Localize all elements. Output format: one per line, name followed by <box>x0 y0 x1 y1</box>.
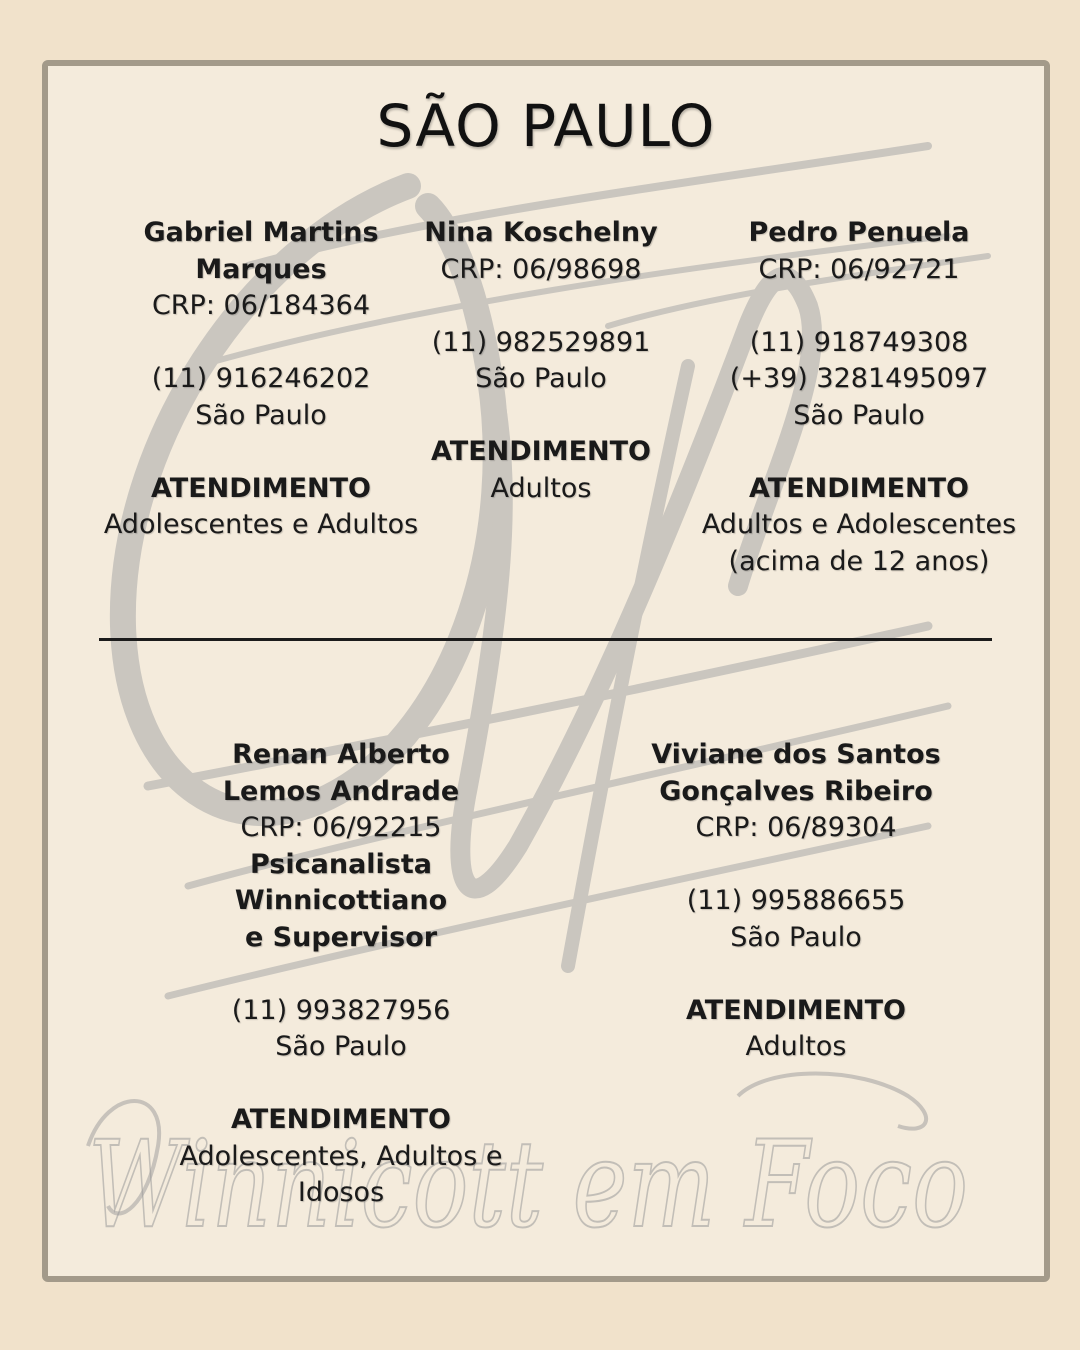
crp-number: CRP: 06/89304 <box>695 812 897 843</box>
psychologist-name: Gabriel Martins <box>143 217 379 248</box>
psychologist-name: Lemos Andrade <box>222 775 460 807</box>
psychologist-card <box>689 215 1029 580</box>
crp-number: CRP: 06/92721 <box>758 253 960 285</box>
content-panel <box>42 60 1050 1282</box>
professional-role: Psicanalista <box>249 848 432 880</box>
crp-number: CRP: 06/184364 <box>151 290 371 321</box>
psychologist-card <box>411 215 671 507</box>
psychologist-name: Gonçalves Ribeiro <box>659 775 933 807</box>
atendimento-heading: ATENDIMENTO <box>749 472 969 504</box>
city: São Paulo <box>275 1031 407 1062</box>
phone-number: (11) 995886655 <box>686 885 906 916</box>
atendimento-heading: ATENDIMENTO <box>231 1104 451 1135</box>
city: São Paulo <box>730 921 862 953</box>
psychologist-name: Renan Alberto <box>232 739 450 770</box>
phone-number: (+39) 3281495097 <box>729 363 989 394</box>
section-divider <box>99 638 992 641</box>
psychologist-name: Viviane dos Santos <box>651 739 941 770</box>
psychologist-card <box>616 737 976 1066</box>
psychologist-name: Marques <box>195 253 327 285</box>
phone-number: (11) 918749308 <box>749 326 969 358</box>
crp-number: CRP: 06/92215 <box>240 812 442 843</box>
atendimento-audience: Adolescentes e Adultos <box>103 509 419 540</box>
atendimento-audience: Adultos <box>490 472 592 504</box>
watermark-text: Winnicott em Foco <box>88 1116 969 1255</box>
atendimento-heading: ATENDIMENTO <box>151 472 371 504</box>
professional-role: e Supervisor <box>244 921 438 953</box>
atendimento-audience: Idosos <box>297 1177 385 1208</box>
psychologist-card <box>171 737 511 1212</box>
psychologist-card <box>91 215 431 544</box>
atendimento-heading: ATENDIMENTO <box>431 436 651 467</box>
psychologist-name: Nina Koschelny <box>424 217 658 248</box>
professional-role: Winnicottiano <box>234 885 448 916</box>
atendimento-audience: Adultos e Adolescentes <box>701 509 1017 540</box>
atendimento-heading: ATENDIMENTO <box>686 994 906 1026</box>
city: São Paulo <box>475 363 607 394</box>
city: São Paulo <box>793 399 925 431</box>
phone-number: (11) 982529891 <box>431 326 651 358</box>
atendimento-audience: Adultos <box>745 1031 847 1062</box>
city: São Paulo <box>195 399 327 431</box>
psychologist-name: Pedro Penuela <box>748 217 970 248</box>
phone-number: (11) 993827956 <box>231 994 451 1026</box>
phone-number: (11) 916246202 <box>151 363 371 394</box>
crp-number: CRP: 06/98698 <box>440 253 642 285</box>
atendimento-audience: (acima de 12 anos) <box>728 545 990 577</box>
page-title: SÃO PAULO <box>376 92 716 160</box>
atendimento-audience: Adolescentes, Adultos e <box>179 1140 503 1172</box>
